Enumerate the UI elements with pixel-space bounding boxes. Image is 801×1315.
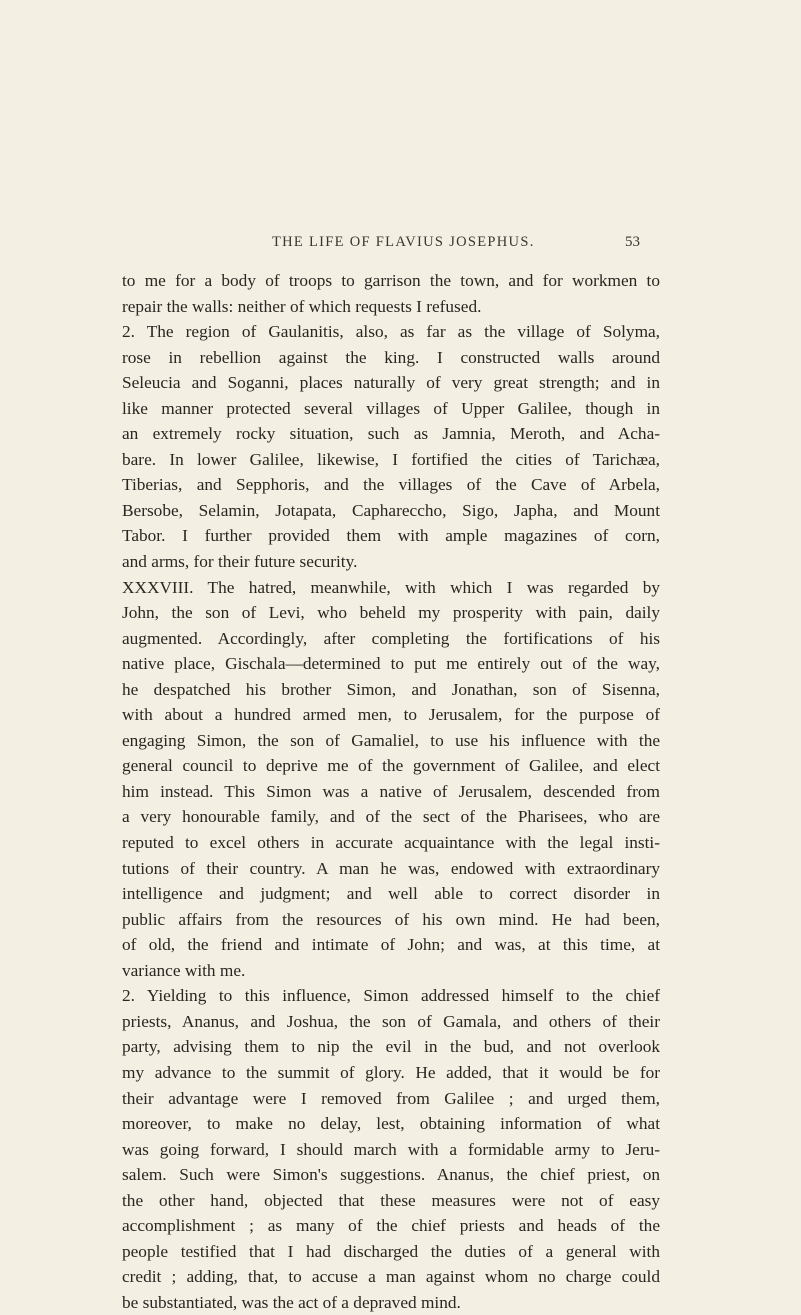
text-line: party, advising them to nip the evil in the bud, and not overlook <box>122 1037 660 1057</box>
text-line: tutions of their country. A man he was, endowed with extraordinary <box>122 858 660 878</box>
running-title: THE LIFE OF FLAVIUS JOSEPHUS. <box>272 234 535 250</box>
text-line: to me for a body of troops to garrison the town, and for workmen to <box>122 271 660 290</box>
text-line: 2. Yielding to this influence, Simon addressed himself to the chief <box>122 986 660 1006</box>
text-line: be substantiated, was the act of a depraved mind. <box>122 1292 461 1312</box>
text-line: priests, Ananus, and Joshua, the son of Gamala, and others of their <box>122 1011 660 1031</box>
text-line: my advance to the summit of glory. He added, that it would be for <box>122 1062 660 1082</box>
text-line: people testified that I had discharged the duties of a general with <box>122 1241 660 1261</box>
text-line: he despatched his brother Simon, and Jonathan, son of Sisenna, <box>122 679 660 699</box>
page-number: 53 <box>625 234 640 250</box>
body-text <box>122 268 660 1315</box>
running-head <box>120 234 800 258</box>
text-line: an extremely rocky situation, such as Jamnia, Meroth, and Acha- <box>122 424 660 444</box>
text-line: him instead. This Simon was a native of Jerusalem, descended from <box>122 781 660 801</box>
text-line: was going forward, I should march with a formidable army to Jeru- <box>122 1139 660 1159</box>
text-line: with about a hundred armed men, to Jerusalem, for the purpose of <box>122 705 660 725</box>
text-line: John, the son of Levi, who beheld my prosperity with pain, daily <box>122 603 660 623</box>
text-line: a very honourable family, and of the sect of the Pharisees, who are <box>122 807 660 827</box>
text-line: Tiberias, and Sepphoris, and the villages of the Cave of Arbela, <box>122 475 660 495</box>
text-line: moreover, to make no delay, lest, obtaining information of what <box>122 1114 660 1134</box>
text-line: the other hand, objected that these measures were not of easy <box>122 1190 660 1210</box>
text-line: repair the walls: neither of which requests I refused. <box>122 296 482 316</box>
text-line: salem. Such were Simon's suggestions. Ananus, the chief priest, on <box>122 1165 660 1185</box>
text-line: of old, the friend and intimate of John; and was, at this time, at <box>122 935 660 955</box>
text-line: bare. In lower Galilee, likewise, I fortified the cities of Tarichæa, <box>122 449 660 469</box>
text-line: public affairs from the resources of his own mind. He had been, <box>122 909 660 929</box>
text-line: like manner protected several villages of Upper Galilee, though in <box>122 398 660 418</box>
text-line: and arms, for their future security. <box>122 552 358 572</box>
text-line: Bersobe, Selamin, Jotapata, Caphareccho, Sigo, Japha, and Mount <box>122 500 660 520</box>
text-line: credit ; adding, that, to accuse a man against whom no charge could <box>122 1267 660 1287</box>
text-line: their advantage were I removed from Galilee ; and urged them, <box>122 1088 660 1108</box>
text-line: augmented. Accordingly, after completing the fortifications of his <box>122 628 660 648</box>
text-line: Tabor. I further provided them with ample magazines of corn, <box>122 526 660 546</box>
text-line: accomplishment ; as many of the chief priests and heads of the <box>122 1216 660 1236</box>
text-line: intelligence and judgment; and well able to correct disorder in <box>122 884 660 904</box>
text-line: Seleucia and Soganni, places naturally of very great strength; and in <box>122 373 660 393</box>
text-line: engaging Simon, the son of Gamaliel, to use his influence with the <box>122 730 660 750</box>
text-line: native place, Gischala—determined to put me entirely out of the way, <box>122 654 660 674</box>
text-line: XXXVIII. The hatred, meanwhile, with which I was regarded by <box>122 577 660 597</box>
text-line: 2. The region of Gaulanitis, also, as far as the village of Solyma, <box>122 322 660 342</box>
text-line: general council to deprive me of the government of Galilee, and elect <box>122 756 660 776</box>
text-line: rose in rebellion against the king. I constructed walls around <box>122 347 660 367</box>
text-line: reputed to excel others in accurate acquaintance with the legal insti- <box>122 833 660 853</box>
text-line: variance with me. <box>122 960 246 980</box>
